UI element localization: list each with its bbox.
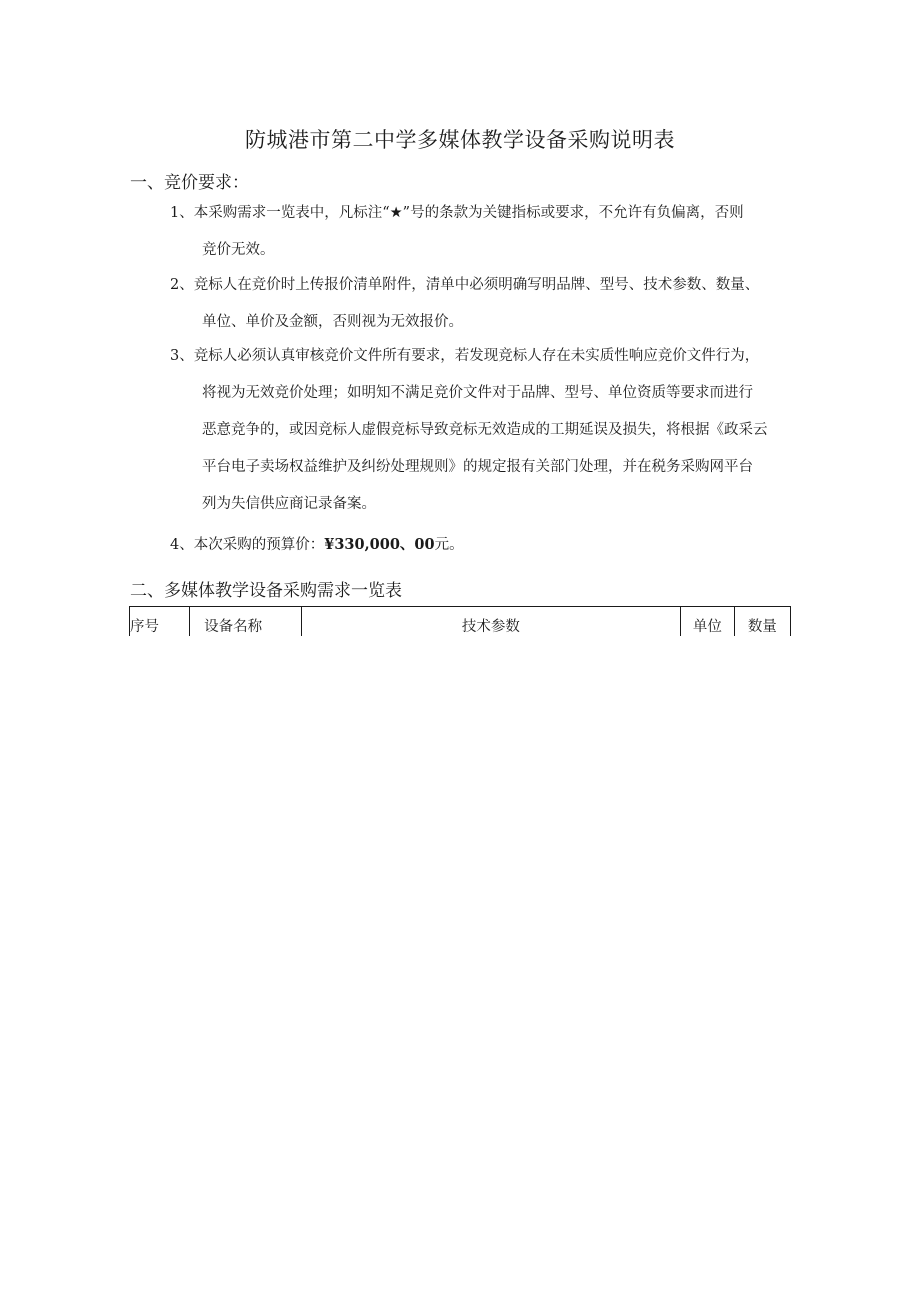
table-header-row [130,607,791,636]
column-header-unit: 单位 [681,607,734,636]
equipment-table-grid [129,607,791,636]
column-header-device-name: 设备名称 [190,607,302,636]
item-number: 2、 [170,277,194,293]
requirement-item-1 [170,195,810,269]
item-text: 本次采购的预算价： [193,537,325,553]
item-continuation: 恶意竞争的，或因竞标人虚假竞标导致竞标无效造成的工期延误及损失，将根据《政采云 [202,422,768,438]
item-number: 3、 [170,348,194,364]
equipment-table [129,606,791,636]
requirement-item-2-first-line [170,267,810,304]
star-icon: ★ [389,205,403,221]
item-continuation: 单位、单价及金额，否则视为无效报价。 [202,314,463,330]
item-text: 竞标人在竞价时上传报价清单附件，清单中必须明确写明品牌、型号、技术参数、数量、 [193,277,760,293]
item-text: 竞标人必须认真审核竞价文件所有要求，若发现竞标人存在未实质性响应竞价文件行为， [193,348,760,364]
section-heading-equipment-list: 二、多媒体教学设备采购需求一览表 [130,581,402,601]
item-continuation: 列为失信供应商记录备案。 [202,496,376,512]
column-header-tech-params: 技术参数 [301,607,681,636]
requirement-item-3-first-line [170,338,810,375]
document-title: 防城港市第二中学多媒体教学设备采购说明表 [245,128,675,152]
section-heading-requirements: 一、竞价要求： [130,173,249,193]
item-continuation: 平台电子卖场权益维护及纠纷处理规则》的规定报有关部门处理，并在税务采购网平台 [202,459,753,475]
item-text: 本采购需求一览表中，凡标注“ [193,205,390,221]
column-header-quantity: 数量 [734,607,790,636]
column-header-seq: 序号 [130,607,190,636]
item-number: 1、 [170,205,194,221]
budget-amount: ¥330,000、00 [324,536,435,553]
requirement-item-2 [170,267,810,341]
item-text: ”号的条款为关键指标或要求，不允许有负偏离，否则 [402,205,744,221]
requirement-item-3 [170,338,810,523]
item-text: 元。 [434,537,464,553]
item-number: 4、 [170,537,194,553]
item-continuation: 竞价无效。 [202,242,275,258]
item-continuation: 将视为无效竞价处理；如明知不满足竞价文件对于品牌、型号、单位资质等要求而进行 [202,385,753,401]
requirement-item-4-first-line [170,526,810,564]
requirement-item-1-first-line [170,195,810,232]
requirement-item-4 [170,526,810,564]
